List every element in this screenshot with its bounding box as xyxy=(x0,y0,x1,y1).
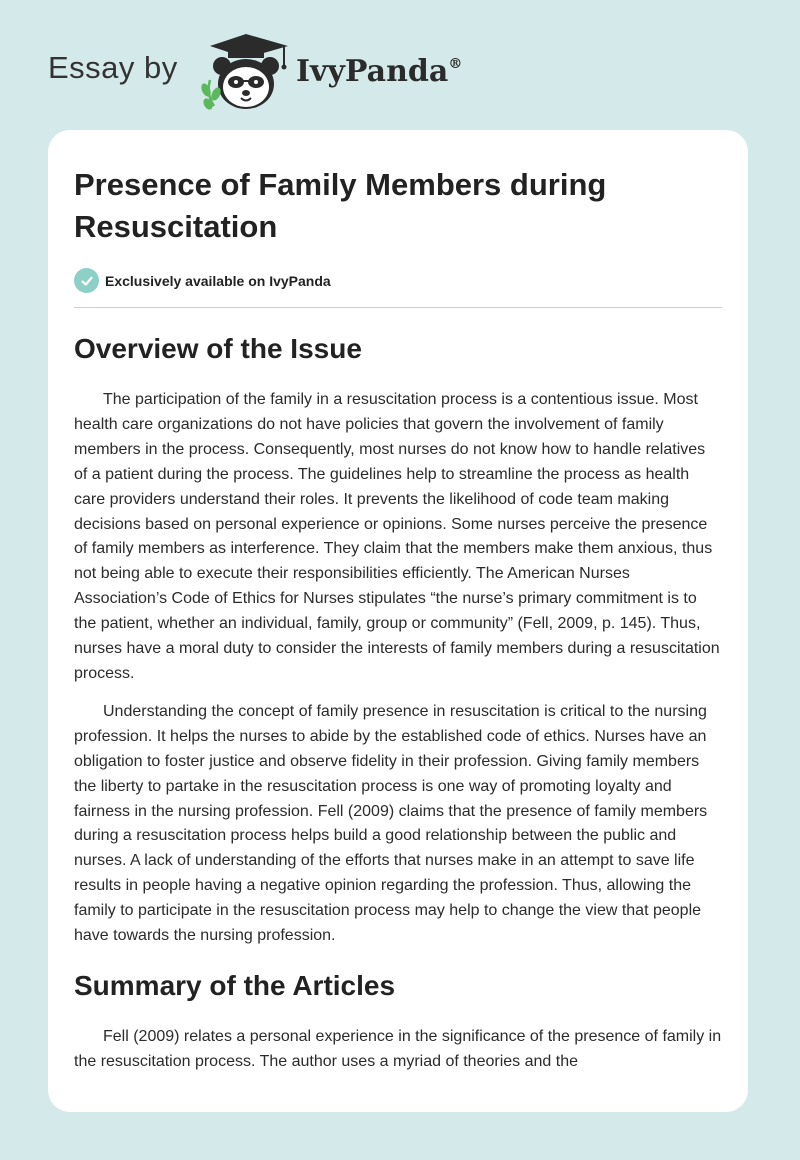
brand-name xyxy=(296,54,462,89)
check-circle-icon xyxy=(74,268,99,293)
divider xyxy=(74,307,722,308)
paragraph: Fell (2009) relates a personal experience in the significance of the presence of family in the resuscitation process. The author uses a myriad of theories and the xyxy=(74,1027,722,1070)
panda-graduate-logo-icon xyxy=(198,32,294,114)
essay-card xyxy=(48,130,748,1112)
exclusive-badge-label: Exclusively available on IvyPanda xyxy=(105,272,331,289)
registered-mark: ® xyxy=(448,56,463,72)
paragraph: The participation of the family in a resuscitation process is a contentious issue. Most health care organizations do not have policies that govern the involvement of family members in the process. Consequently, most nurses do not know how to handle relatives of a patient during the process. The guidelines help to streamline the process as health care providers understand their roles. It prevents the likelihood of code team making decisions based on personal experience or opinions. Some nurses perceive the presence of family members as interference. They claim that the members make them anxious, thus not being able to execute their responsibilities efficiently. The American Nurses Association’s Code of Ethics for Nurses stipulates “the nurse’s primary commitment is to the patient, whether an individual, family, group or community” (Fell, 2009, p. 145). Thus, nurses have a moral duty to consider the interests of family members during a resuscitation process. xyxy=(74,391,720,682)
section-heading-overview: Overview of the Issue xyxy=(74,333,362,364)
exclusive-badge xyxy=(74,268,722,293)
paragraph: Understanding the concept of family presence in resuscitation is critical to the nursing profession. It helps the nurses to abide by the established code of ethics. Nurses have an obligation to foster justice and observe fidelity in their profession. Giving family members the liberty to partake in the resuscitation process is one way of promoting loyalty and fairness in the nursing profession. Fell (2009) claims that the presence of family members during a resuscitation process helps build a good relationship between the public and nurses. A lack of understanding of the efforts that nurses make in an attempt to save life results in people having a negative opinion regarding the profession. Thus, allowing the family to participate in the resuscitation process may help to change the view that people have towards the nursing profession. xyxy=(74,702,708,945)
section-heading-summary: Summary of the Articles xyxy=(74,969,396,1001)
brand-prefix: Essay by xyxy=(48,50,178,85)
site-header xyxy=(0,0,800,130)
brand-name-text: IvyPanda xyxy=(296,54,449,89)
page-title: Presence of Family Members during Resuscitation xyxy=(74,167,607,244)
